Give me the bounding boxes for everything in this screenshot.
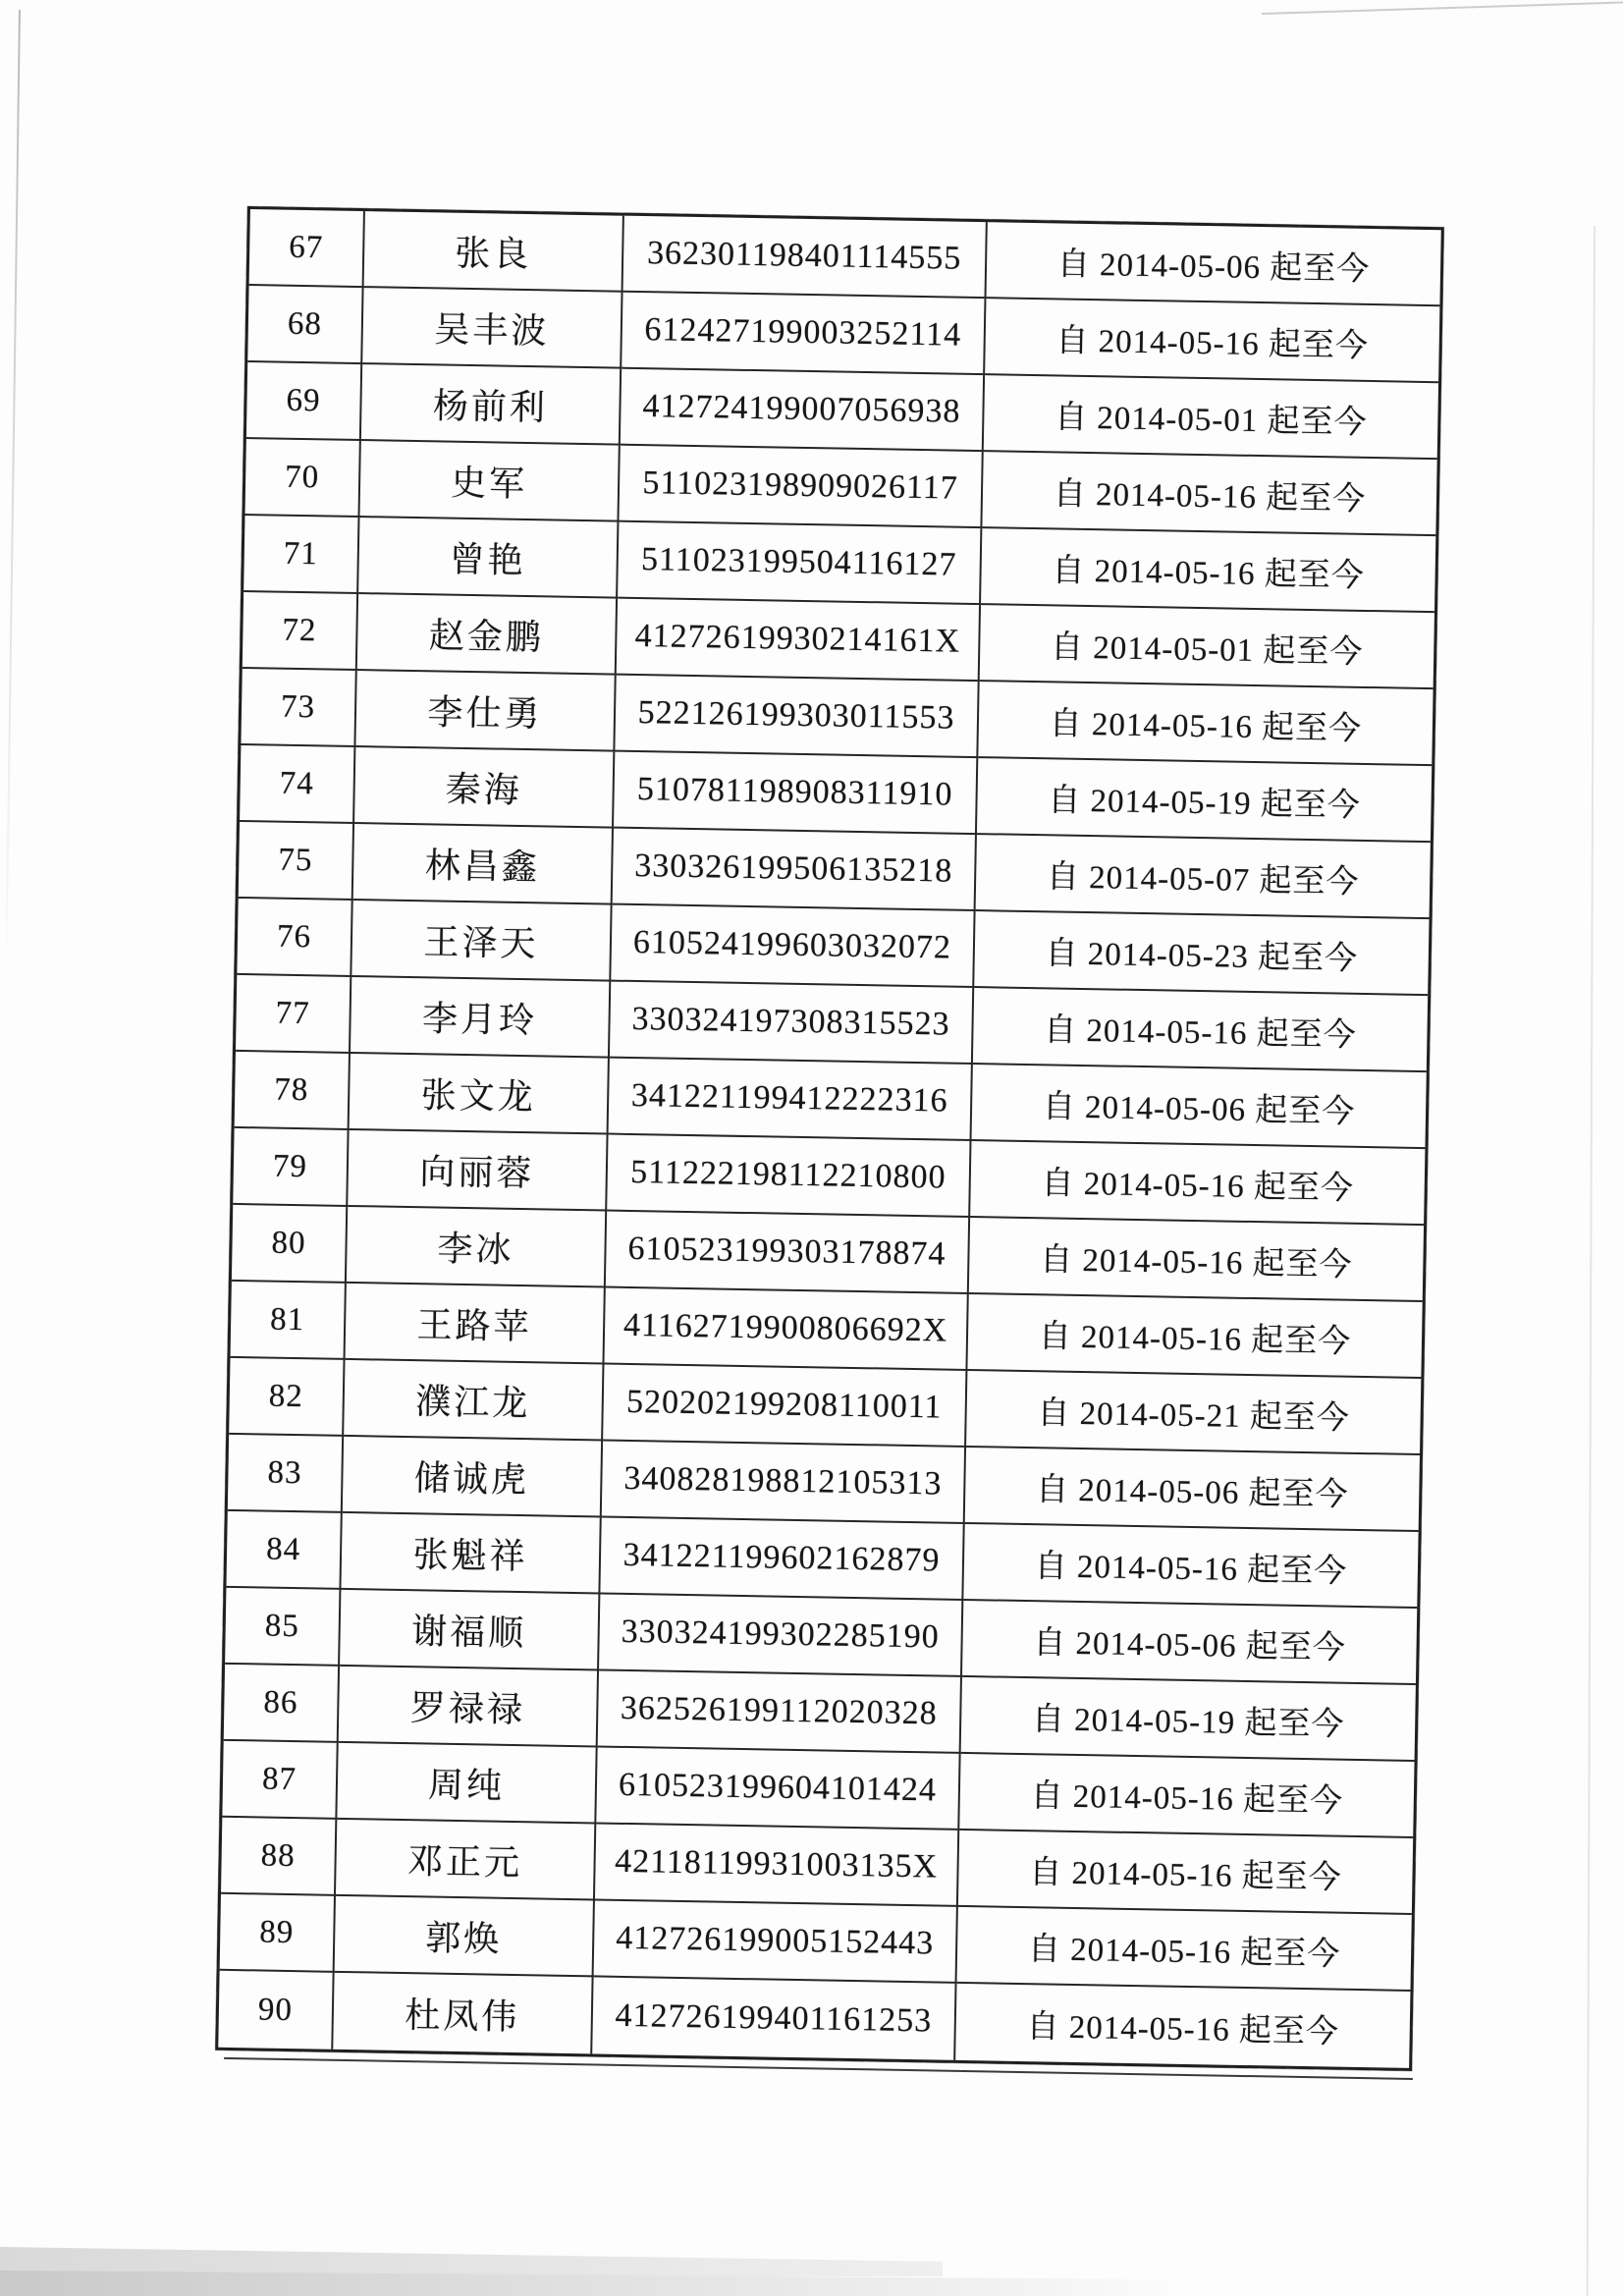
id-number-cell: 330326199506135218	[613, 829, 977, 911]
paper-edge-right	[1587, 226, 1596, 2296]
period-cell: 自 2014-05-21 起至今	[966, 1371, 1421, 1455]
period-cell: 自 2014-05-01 起至今	[984, 375, 1438, 460]
name-cell: 罗禄禄	[339, 1667, 599, 1748]
id-number-cell: 610523199604101424	[596, 1747, 960, 1830]
id-number-cell: 41272619930214161X	[617, 599, 981, 682]
name-cell: 濮江龙	[344, 1360, 604, 1442]
seq-cell: 71	[243, 516, 359, 594]
period-cell: 自 2014-05-16 起至今	[967, 1294, 1422, 1379]
seq-cell: 90	[218, 1971, 334, 2050]
id-number-cell: 511023199504116127	[618, 522, 982, 605]
seq-cell: 87	[222, 1741, 338, 1820]
period-cell: 自 2014-05-16 起至今	[985, 299, 1439, 383]
name-cell: 谢福顺	[340, 1590, 600, 1671]
period-cell: 自 2014-05-06 起至今	[965, 1448, 1420, 1532]
period-cell: 自 2014-05-16 起至今	[981, 528, 1435, 613]
id-number-cell: 511222198112210800	[607, 1135, 971, 1218]
name-cell: 邓正元	[336, 1820, 596, 1901]
id-number-cell: 362526199112020328	[598, 1670, 962, 1753]
name-cell: 王路苹	[346, 1284, 606, 1365]
seq-cell: 67	[249, 209, 365, 288]
id-number-cell: 612427199003252114	[622, 293, 986, 375]
name-cell: 李冰	[347, 1207, 607, 1288]
seq-cell: 68	[247, 286, 363, 364]
period-cell: 自 2014-05-01 起至今	[980, 605, 1434, 689]
period-cell: 自 2014-05-16 起至今	[963, 1524, 1418, 1609]
id-number-cell: 341221199412222316	[609, 1059, 973, 1141]
period-cell: 自 2014-05-16 起至今	[959, 1754, 1414, 1838]
seq-cell: 84	[226, 1511, 342, 1590]
name-cell: 杨前利	[361, 364, 622, 446]
seq-cell: 73	[241, 669, 356, 747]
name-cell: 杜凤伟	[333, 1973, 593, 2054]
name-cell: 向丽蓉	[348, 1130, 608, 1212]
seq-cell: 88	[221, 1818, 337, 1896]
name-cell: 储诚虎	[343, 1437, 603, 1518]
name-cell: 周纯	[337, 1743, 597, 1825]
seq-cell: 76	[237, 899, 352, 977]
name-cell: 张良	[364, 211, 624, 293]
period-cell: 自 2014-05-07 起至今	[976, 835, 1431, 919]
name-cell: 赵金鹏	[357, 594, 618, 676]
period-cell: 自 2014-05-16 起至今	[982, 452, 1436, 536]
seq-cell: 69	[246, 362, 362, 441]
id-number-cell: 41162719900806692X	[604, 1288, 968, 1371]
id-number-cell: 610524199603032072	[611, 905, 975, 988]
seq-cell: 70	[245, 439, 361, 518]
name-cell: 吴丰波	[362, 288, 622, 369]
period-cell: 自 2014-05-16 起至今	[1026, 2008, 1340, 2050]
name-cell: 曾艳	[358, 518, 619, 599]
id-number-cell: 520202199208110011	[603, 1365, 967, 1448]
id-number-cell: 42118119931003135X	[595, 1824, 959, 1906]
period-cell: 自 2014-05-16 起至今	[969, 1218, 1424, 1302]
seq-cell: 82	[229, 1358, 345, 1437]
id-number-cell: 412726199005152443	[594, 1900, 958, 1983]
period-cell: 自 2014-05-06 起至今	[962, 1601, 1417, 1685]
seq-cell: 77	[236, 975, 352, 1054]
period-cell: 自 2014-05-16 起至今	[958, 1831, 1413, 1915]
id-number-cell: 362301198401114555	[623, 216, 988, 299]
name-cell: 张魁祥	[341, 1513, 601, 1595]
roster-table	[215, 206, 1444, 2071]
seq-cell: 80	[232, 1205, 348, 1284]
seq-cell: 74	[240, 745, 355, 824]
id-number-cell: 412724199007056938	[621, 369, 985, 452]
id-number-cell: 341221199602162879	[600, 1517, 964, 1600]
period-cell: 自 2014-05-16 起至今	[978, 682, 1433, 766]
seq-cell: 89	[220, 1894, 336, 1973]
period-cell: 自 2014-05-16 起至今	[957, 1907, 1412, 1992]
seq-cell: 75	[239, 822, 354, 901]
seq-cell: 83	[228, 1435, 344, 1513]
name-cell: 史军	[359, 441, 620, 522]
period-cell: 自 2014-05-19 起至今	[977, 758, 1432, 843]
paper-edge-left	[6, 10, 21, 943]
id-number-cell: 511023198909026117	[619, 446, 983, 528]
name-cell: 李月玲	[351, 977, 611, 1059]
seq-cell: 86	[224, 1665, 340, 1743]
id-number-cell: 330324199302285190	[599, 1594, 963, 1676]
period-cell: 自 2014-05-06 起至今	[986, 222, 1440, 306]
seq-cell: 78	[235, 1052, 351, 1130]
period-cell: 自 2014-05-16 起至今	[970, 1141, 1425, 1226]
paper-edge-top-right	[1262, 1, 1623, 15]
seq-cell: 79	[233, 1128, 349, 1207]
id-number-cell: 330324197308315523	[610, 982, 974, 1065]
name-cell: 秦海	[354, 747, 615, 829]
seq-cell: 72	[243, 592, 358, 671]
id-number-cell: 610523199303178874	[606, 1212, 970, 1294]
seq-cell: 85	[225, 1588, 341, 1667]
seq-cell: 81	[231, 1282, 347, 1360]
id-number-cell: 510781198908311910	[614, 752, 978, 835]
period-cell: 自 2014-05-16 起至今	[973, 988, 1428, 1072]
period-cell: 自 2014-05-23 起至今	[974, 911, 1429, 996]
period-cell: 自 2014-05-19 起至今	[961, 1677, 1416, 1762]
name-cell: 林昌鑫	[353, 824, 614, 905]
period-cell: 自 2014-05-06 起至今	[971, 1065, 1426, 1149]
id-number-cell: 522126199303011553	[615, 676, 979, 758]
name-cell: 李仕勇	[355, 671, 616, 752]
name-cell: 王泽天	[352, 901, 612, 982]
id-number-cell: 412726199401161253	[592, 1977, 956, 2059]
name-cell: 郭焕	[335, 1896, 595, 1978]
name-cell: 张文龙	[350, 1054, 610, 1135]
id-number-cell: 340828198812105313	[602, 1442, 966, 1524]
